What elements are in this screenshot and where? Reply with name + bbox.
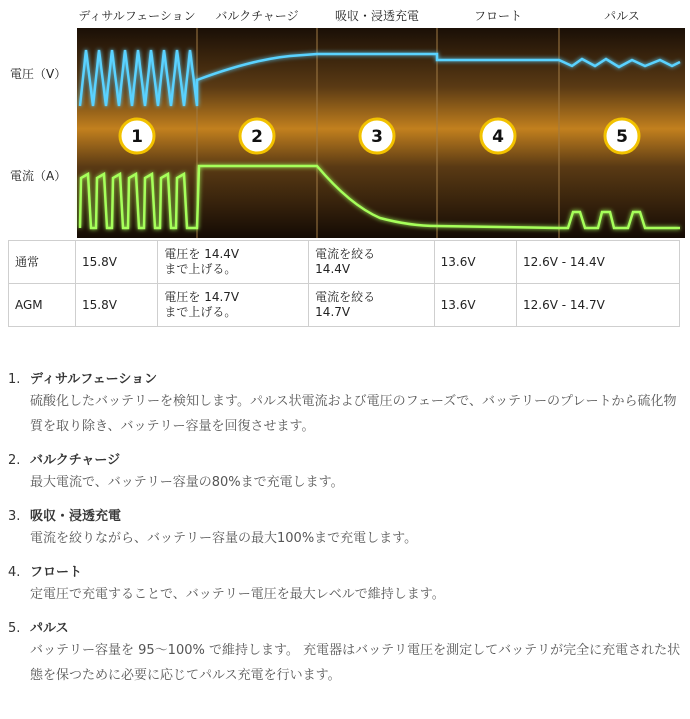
stage-header: バルクチャージ [215,9,299,23]
table-cell: 12.6V - 14.4V [517,241,680,284]
table-cell: 13.6V [434,241,516,284]
stage-number-badge [605,119,639,153]
table-cell: 電流を絞る 14.4V [309,241,434,284]
stage-number: 3 [371,127,383,147]
stage-header: フロート [473,9,523,23]
description-item [8,370,684,439]
stage-values-table [8,240,680,327]
item-number: 1. [8,372,21,387]
item-number: 2. [8,453,21,468]
description-item [8,563,684,607]
table-row-agm [9,284,680,327]
item-body: バッテリー容量を 95～100% で維持します。 充電器はバッテリ電圧を測定してバッテリが完全に充電された状態を保つために必要に応じてパルス充電を行います。 [30,643,681,683]
stage-header: パルス [604,9,640,23]
voltage-axis-label: 電圧（V） [10,67,67,81]
description-item [8,619,684,688]
row-label: AGM [9,284,76,327]
table-cell: 15.8V [76,241,158,284]
item-body: 電流を絞りながら、バッテリー容量の最大100%まで充電します。 [30,531,418,546]
item-title: 吸収・浸透充電 [30,509,122,524]
item-number: 5. [8,621,21,636]
stage-number-badge [240,119,274,153]
row-label: 通常 [9,241,76,284]
stage-number: 1 [131,127,143,147]
table-cell: 電流を絞る 14.7V [309,284,434,327]
stage-number: 4 [492,127,504,147]
item-body: 最大電流で、バッテリー容量の80%まで充電します。 [30,475,344,490]
item-title: ディサルフェーション [30,372,158,387]
table-cell: 15.8V [76,284,158,327]
item-body: 硫酸化したバッテリーを検知します。パルス状電流および電圧のフェーズで、バッテリーのプレートから硫化物質を取り除き、バッテリー容量を回復させます。 [30,394,677,434]
stage-header: ディサルフェーション [78,9,196,23]
table-cell: 電圧を 14.4V まで上げる。 [158,241,309,284]
stage-number: 2 [251,127,263,147]
table-row-normal [9,241,680,284]
description-item [8,507,684,551]
charging-stage-diagram [0,0,690,240]
stage-header: 吸収・浸透充電 [334,9,420,23]
table-cell: 12.6V - 14.7V [517,284,680,327]
item-number: 4. [8,565,21,580]
current-axis-label: 電流（A） [10,169,67,183]
description-item [8,451,684,495]
stage-number-badge [120,119,154,153]
item-title: フロート [30,565,83,580]
table-cell: 電圧を 14.7V まで上げる。 [158,284,309,327]
item-body: 定電圧で充電することで、バッテリー電圧を最大レベルで維持します。 [30,587,445,602]
table-cell: 13.6V [434,284,516,327]
stage-descriptions [8,370,684,700]
item-number: 3. [8,509,21,524]
item-title: パルス [30,621,69,636]
item-title: バルクチャージ [30,453,121,468]
stage-number-badge [360,119,394,153]
stage-number: 5 [616,127,628,147]
stage-number-badge [481,119,515,153]
